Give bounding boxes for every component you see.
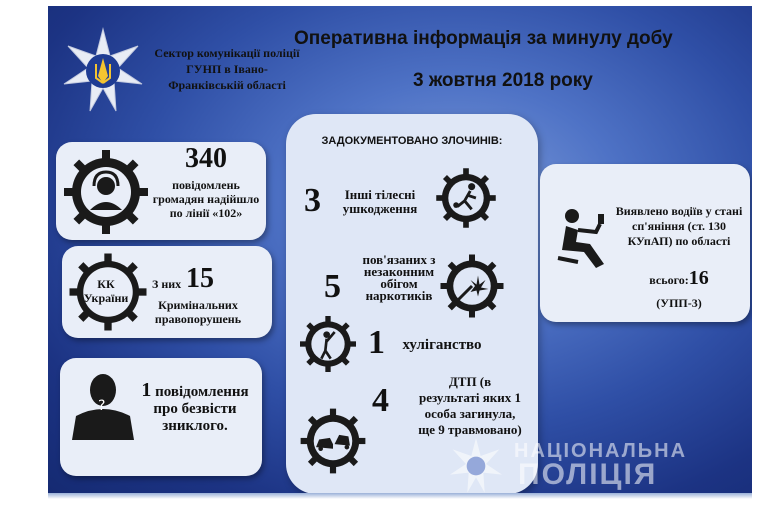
drunk-drivers-total-count: 16 — [688, 267, 709, 289]
police-star-emblem-icon — [58, 26, 148, 116]
crime-text-3: хуліганство — [402, 337, 482, 353]
drunk-drivers-total — [614, 267, 744, 289]
hooligan-icon — [296, 312, 360, 376]
fight-icon — [432, 164, 500, 232]
crime-count-2: 5 — [324, 268, 341, 305]
calls-text: повідомлень громадян надійшло по лінії «102» — [152, 178, 260, 220]
drunk-drivers-text: Виявлено водіїв у стані сп'яніння (ст. 130 КУпАП) по області — [615, 204, 743, 248]
drugs-icon — [436, 250, 508, 322]
page-title: Оперативна інформація за минулу добу — [294, 28, 673, 49]
criminal-code-text: Кримінальних правопорушень — [154, 298, 242, 326]
headset-operator-icon — [58, 144, 154, 240]
page-date: 3 жовтня 2018 року — [413, 70, 593, 91]
missing-person-label: повідомлення про безвісти зниклого. — [153, 384, 249, 434]
crime-text-1: Інші тілесні ушкодження — [342, 187, 418, 216]
watermark-line2: ПОЛІЦІЯ — [518, 458, 658, 491]
crime-text-4: ДТП (в результаті яких 1 особа загинула, ще 9 травмовано) — [418, 374, 522, 437]
crime-count-3: 1 — [368, 324, 385, 361]
drunk-drivers-total-label: всього: — [649, 273, 689, 287]
missing-person-count: 1 — [141, 379, 152, 401]
driver-icon — [554, 206, 616, 272]
infographic-slide — [48, 6, 752, 493]
calls-count: 340 — [185, 143, 227, 174]
watermark-line1: НАЦІОНАЛЬНА — [514, 440, 688, 462]
criminal-code-count: 15 — [186, 263, 214, 294]
criminal-code-badge: КК України — [83, 277, 129, 305]
missing-person-text — [134, 379, 256, 435]
police-watermark-star-icon — [446, 436, 506, 493]
crime-text-2: пов'язаних з незаконним обігом наркотиків — [362, 252, 436, 303]
criminal-code-prefix: З них — [152, 277, 182, 291]
drunk-drivers-upp: (УПП-3) — [656, 296, 702, 310]
crimes-heading: ЗАДОКУМЕНТОВАНО ЗЛОЧИНІВ: — [321, 135, 503, 147]
car-crash-icon — [296, 404, 370, 478]
svg-text:?: ? — [98, 398, 106, 414]
sector-title: Сектор комунікації поліції ГУНП в Івано-Франківській області — [154, 46, 300, 92]
crime-count-1: 3 — [304, 182, 321, 219]
slide-shadow — [48, 493, 752, 499]
missing-person-icon — [70, 370, 136, 440]
crime-count-4: 4 — [372, 382, 389, 419]
